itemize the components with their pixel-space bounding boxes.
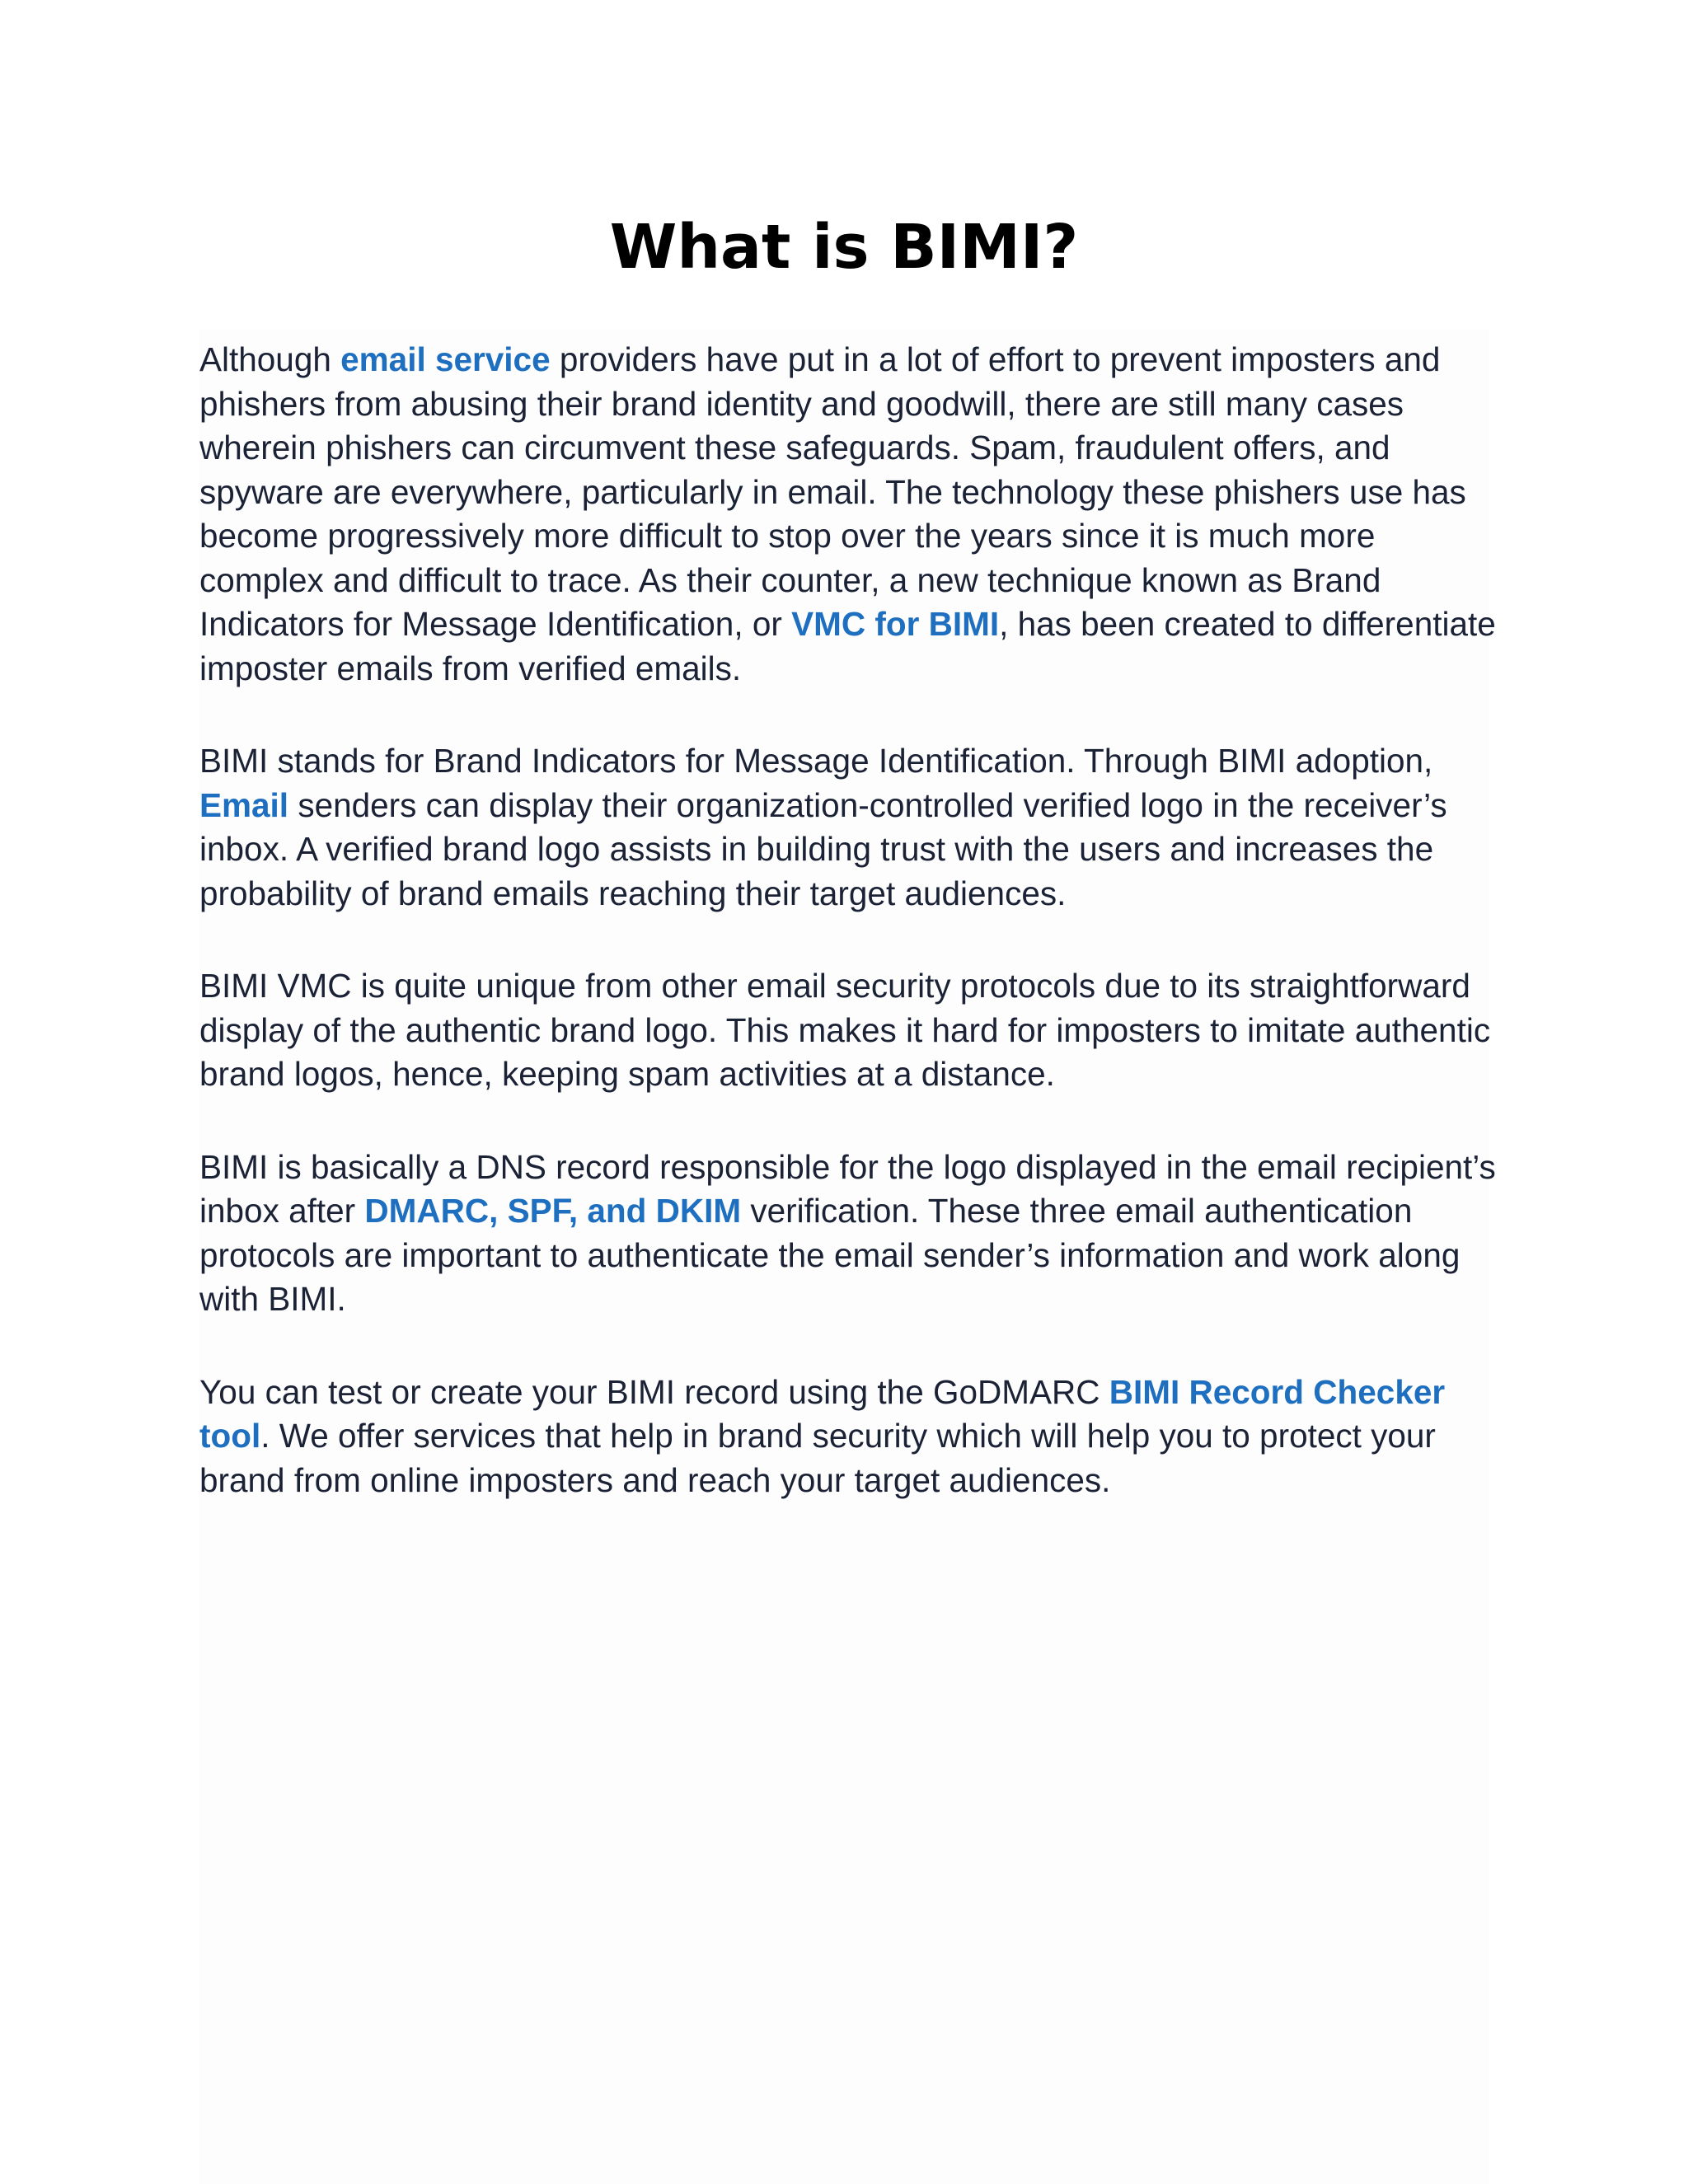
dmarc-spf-dkim-link[interactable]: DMARC, SPF, and DKIM	[364, 1192, 742, 1230]
paragraph-text: , has been created to differentiate imposter emails from verified emails.	[199, 605, 1496, 687]
paragraph-text: BIMI VMC is quite unique from other email security protocols due to its straightforward display of the authentic brand logo. This makes it hard for imposters to imitate authentic brand logos, hence, keeping spam activities at a distance.	[199, 967, 1491, 1093]
paragraph-text: providers have put in a lot of effort to prevent imposters and phishers from abusing their brand identity and goodwill, there are still many cases wherein phishers can circumvent these safeguards. Spam, fraudulent offers, and spyware are everywhere, particularly in email. The technology these phishers use has become progressively more difficult to stop over the years since it is much more complex and difficult to trace. As their counter, a new technique known as Brand Indicators for Message Identification, or	[199, 340, 1466, 643]
paragraph-text: BIMI stands for Brand Indicators for Message Identification. Through BIMI adoption,	[199, 742, 1433, 780]
paragraph-text: . We offer services that help in brand security which will help you to protect your brand from online imposters and reach your target audiences.	[199, 1417, 1436, 1499]
paragraph-text: BIMI is basically a DNS record responsible for the logo displayed in the email recipient’s inbox after	[199, 1147, 1496, 1230]
paragraph-text: You can test or create your BIMI record using the GoDMARC	[199, 1372, 1109, 1411]
page-title: What is BIMI?	[609, 212, 1079, 283]
paragraph-text: verification. These three email authentication protocols are important to authenticate the email sender’s information and work along with BIMI.	[199, 1192, 1461, 1318]
paragraph-cta	[199, 1371, 1502, 1503]
vmc-for-bimi-link[interactable]: VMC for BIMI	[791, 605, 1000, 643]
bimi-record-checker-link[interactable]: BIMI Record Checker tool	[199, 1372, 1446, 1455]
paragraph-text: Although	[199, 340, 341, 378]
email-service-link[interactable]: email service	[340, 340, 551, 378]
paragraph-definition	[199, 739, 1502, 916]
paragraph-text: senders can display their organization-controlled verified logo in the receiver’s inbox. A verified brand logo assists in building trust with the users and increases the probability of brand emails reaching their target audiences.	[199, 785, 1447, 912]
article-body	[199, 338, 1502, 1551]
paragraph-vmc	[199, 964, 1502, 1097]
paragraph-intro	[199, 338, 1502, 691]
email-link[interactable]: Email	[199, 785, 289, 824]
paragraph-dns	[199, 1146, 1502, 1322]
